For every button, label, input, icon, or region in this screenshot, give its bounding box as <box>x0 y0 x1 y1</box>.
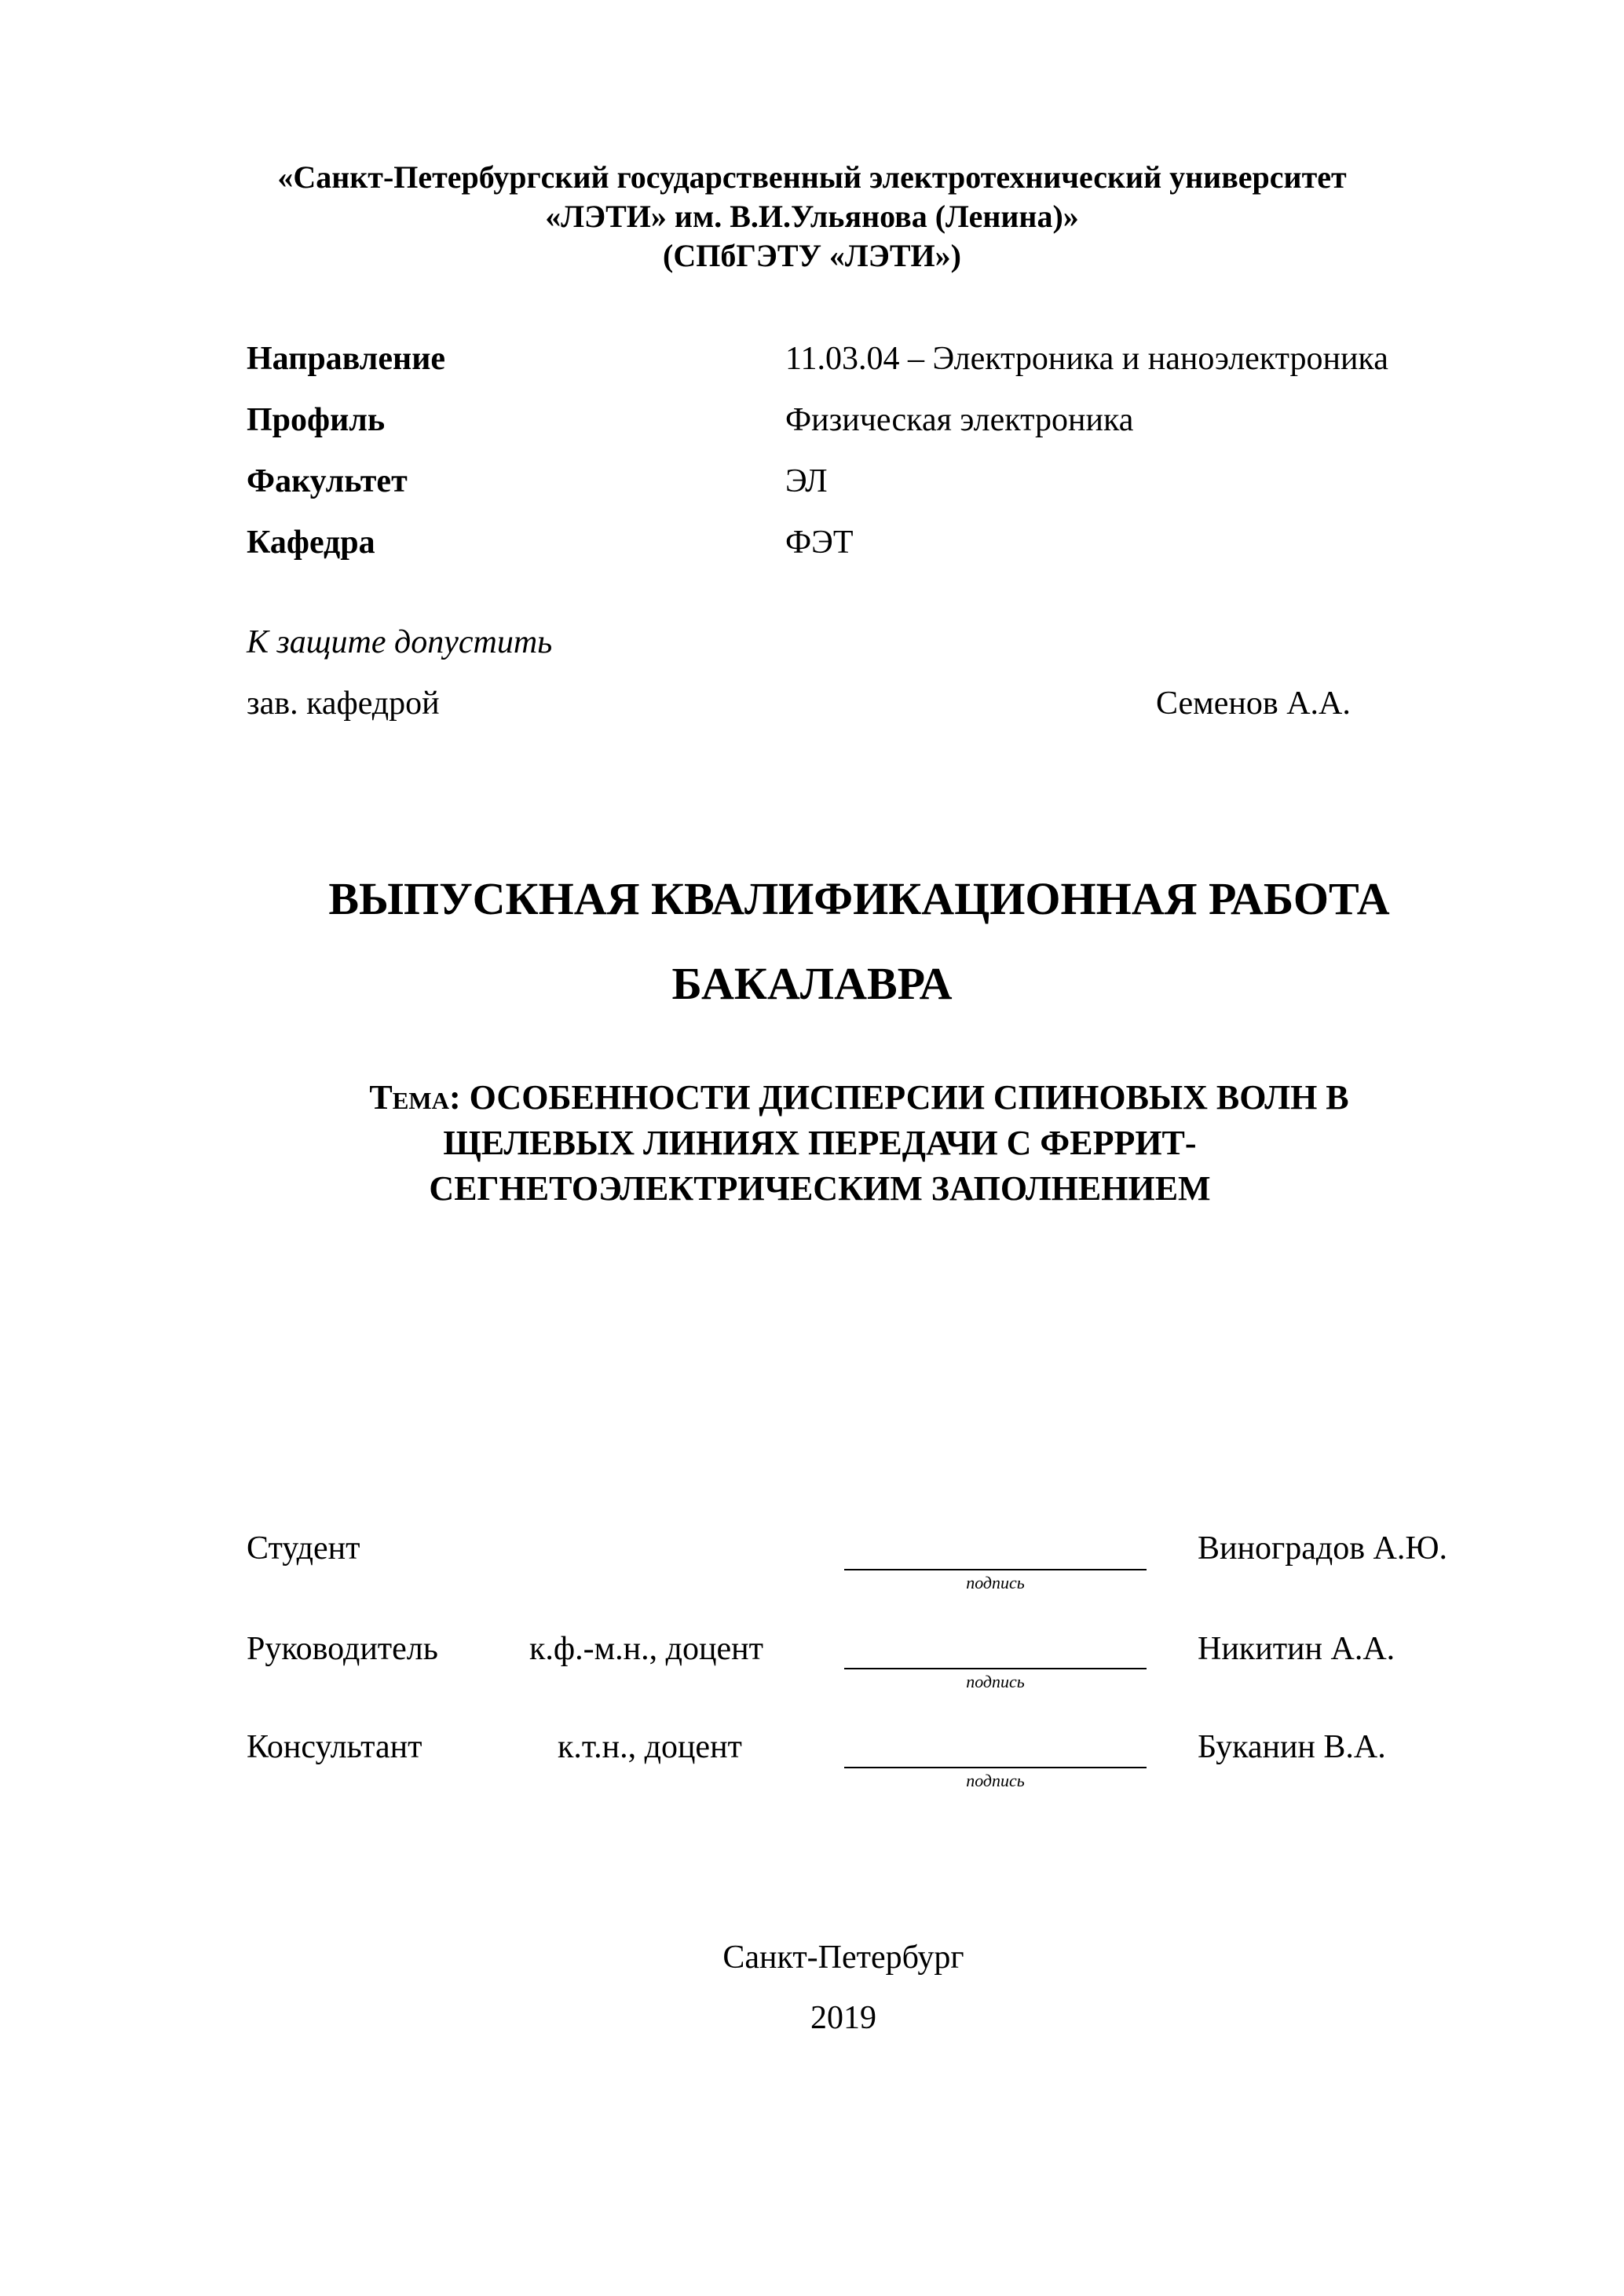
university-name-line-2: «ЛЭТИ» им. В.И.Ульянова (Ленина)» <box>545 199 1079 234</box>
consultant-signature-caption: подпись <box>966 1771 1025 1790</box>
consultant-degree: к.т.н., доцент <box>558 1729 742 1765</box>
supervisor-signature-caption: подпись <box>966 1672 1025 1691</box>
topic-line-1 <box>47 1076 1624 1120</box>
work-title-line-2: БАКАЛАВРА <box>671 958 953 1009</box>
topic-line-3: СЕГНЕТОЭЛЕКТРИЧЕСКИМ ЗАПОЛНЕНИЕМ <box>429 1169 1211 1208</box>
year: 2019 <box>810 2000 876 2036</box>
student-signature-caption: подпись <box>966 1573 1025 1592</box>
topic-text-line-1: ОСОБЕННОСТИ ДИСПЕРСИИ СПИНОВЫХ ВОЛН В <box>469 1078 1349 1117</box>
direction-value: 11.03.04 – Электроника и наноэлектроника <box>785 341 1388 377</box>
direction-label: Направление <box>247 341 446 377</box>
consultant-name: Буканин В.А. <box>1198 1729 1386 1765</box>
profile-label: Профиль <box>247 402 386 438</box>
consultant-role-label: Консультант <box>247 1729 422 1765</box>
student-role-label: Студент <box>247 1530 360 1567</box>
faculty-value: ЭЛ <box>785 463 828 499</box>
student-signature-line <box>844 1569 1147 1570</box>
supervisor-signature-line <box>844 1668 1147 1669</box>
topic-prefix: Тема: <box>369 1078 461 1117</box>
work-title-line-1: ВЫПУСКНАЯ КВАЛИФИКАЦИОННАЯ РАБОТА <box>328 873 1390 924</box>
supervisor-name: Никитин А.А. <box>1198 1631 1395 1667</box>
consultant-signature-line <box>844 1767 1147 1768</box>
supervisor-role-label: Руководитель <box>247 1631 438 1667</box>
university-name-line-1: «Санкт-Петербургский государственный электротехнический университет <box>277 159 1347 195</box>
department-label: Кафедра <box>247 525 375 561</box>
city: Санкт-Петербург <box>722 1940 964 1976</box>
faculty-label: Факультет <box>247 463 408 499</box>
department-head-name: Семенов А.А. <box>1156 686 1351 722</box>
topic-line-2: ЩЕЛЕВЫХ ЛИНИЯХ ПЕРЕДАЧИ С ФЕРРИТ- <box>443 1124 1197 1162</box>
university-abbreviation: (СПбГЭТУ «ЛЭТИ») <box>663 238 961 273</box>
department-head-label: зав. кафедрой <box>247 686 440 722</box>
department-value: ФЭТ <box>785 525 854 561</box>
admission-title: К защите допустить <box>247 624 553 660</box>
supervisor-degree: к.ф.-м.н., доцент <box>529 1631 763 1667</box>
student-name: Виноградов А.Ю. <box>1198 1530 1448 1567</box>
profile-value: Физическая электроника <box>785 402 1134 438</box>
